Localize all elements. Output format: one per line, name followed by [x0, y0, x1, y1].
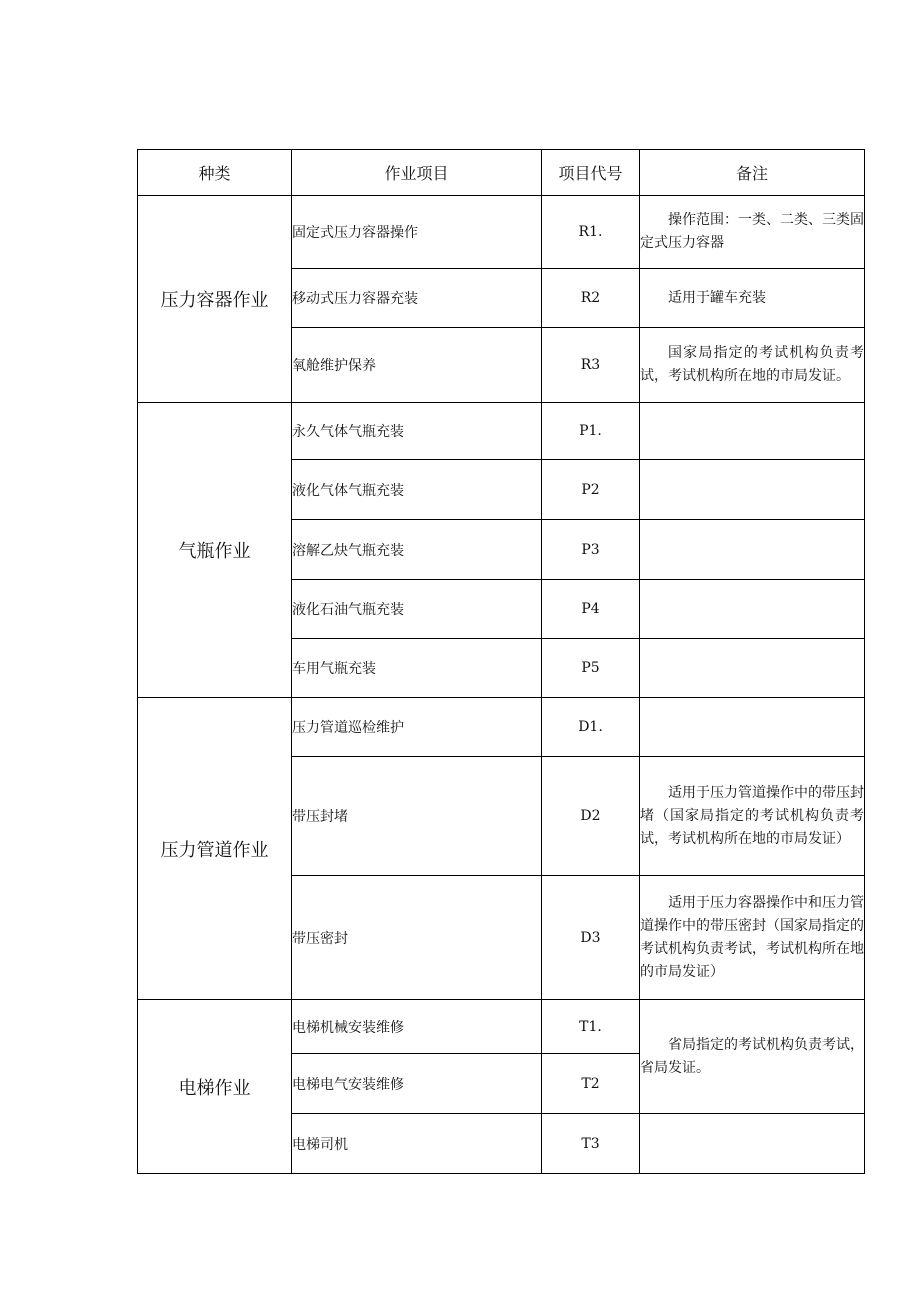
note-cell [640, 269, 865, 328]
header-note: 备注 [640, 150, 865, 196]
note-cell [640, 1000, 865, 1114]
table-row [138, 1000, 865, 1054]
code-cell: D1. [542, 698, 640, 757]
item-cell: 氧舱维护保养 [292, 328, 542, 403]
category-cell: 气瓶作业 [138, 403, 292, 698]
code-cell: T1. [542, 1000, 640, 1054]
item-cell: 液化气体气瓶充装 [292, 460, 542, 520]
note-cell [640, 757, 865, 876]
note-text: 适用于压力管道操作中的带压封堵（国家局指定的考试机构负责考试，考试机构所在地的市局发证） [640, 784, 864, 847]
item-cell: 永久气体气瓶充装 [292, 403, 542, 460]
work-items-table [137, 149, 865, 1174]
note-cell [640, 328, 865, 403]
category-cell: 压力容器作业 [138, 196, 292, 403]
note-text: 操作范围：一类、二类、三类固定式压力容器 [640, 212, 864, 251]
category-cell: 压力管道作业 [138, 698, 292, 1000]
note-cell [640, 196, 865, 269]
code-cell: T2 [542, 1054, 640, 1114]
table-row [138, 698, 865, 757]
note-cell [640, 520, 865, 580]
table-header-row [138, 150, 865, 196]
item-cell: 固定式压力容器操作 [292, 196, 542, 269]
table-row [138, 196, 865, 269]
note-text: 省局指定的考试机构负责考试，省局发证。 [640, 1036, 864, 1076]
item-cell: 电梯机械安装维修 [292, 1000, 542, 1054]
item-cell: 带压封堵 [292, 757, 542, 876]
note-cell [640, 876, 865, 1000]
item-cell: 溶解乙炔气瓶充装 [292, 520, 542, 580]
code-cell: R1. [542, 196, 640, 269]
note-cell [640, 403, 865, 460]
item-cell: 电梯电气安装维修 [292, 1054, 542, 1114]
category-cell: 电梯作业 [138, 1000, 292, 1174]
header-category: 种类 [138, 150, 292, 196]
item-cell: 压力管道巡检维护 [292, 698, 542, 757]
code-cell: P1. [542, 403, 640, 460]
code-cell: P3 [542, 520, 640, 580]
item-cell: 车用气瓶充装 [292, 639, 542, 698]
code-cell: P5 [542, 639, 640, 698]
note-cell [640, 1114, 865, 1174]
note-cell [640, 580, 865, 639]
code-cell: T3 [542, 1114, 640, 1174]
code-cell: P4 [542, 580, 640, 639]
item-cell: 移动式压力容器充装 [292, 269, 542, 328]
note-text: 适用于压力容器操作中和压力管道操作中的带压密封（国家局指定的考试机构负责考试，考试机构所在地的市局发证） [640, 894, 864, 980]
item-cell: 电梯司机 [292, 1114, 542, 1174]
note-cell [640, 698, 865, 757]
header-code: 项目代号 [542, 150, 640, 196]
item-cell: 带压密封 [292, 876, 542, 1000]
header-item: 作业项目 [292, 150, 542, 196]
code-cell: R2 [542, 269, 640, 328]
table-row [138, 403, 865, 460]
note-text: 适用于罐车充装 [668, 289, 766, 306]
note-cell [640, 639, 865, 698]
note-cell [640, 460, 865, 520]
code-cell: R3 [542, 328, 640, 403]
code-cell: D2 [542, 757, 640, 876]
item-cell: 液化石油气瓶充装 [292, 580, 542, 639]
code-cell: D3 [542, 876, 640, 1000]
code-cell: P2 [542, 460, 640, 520]
note-text: 国家局指定的考试机构负责考试，考试机构所在地的市局发证。 [640, 345, 864, 384]
